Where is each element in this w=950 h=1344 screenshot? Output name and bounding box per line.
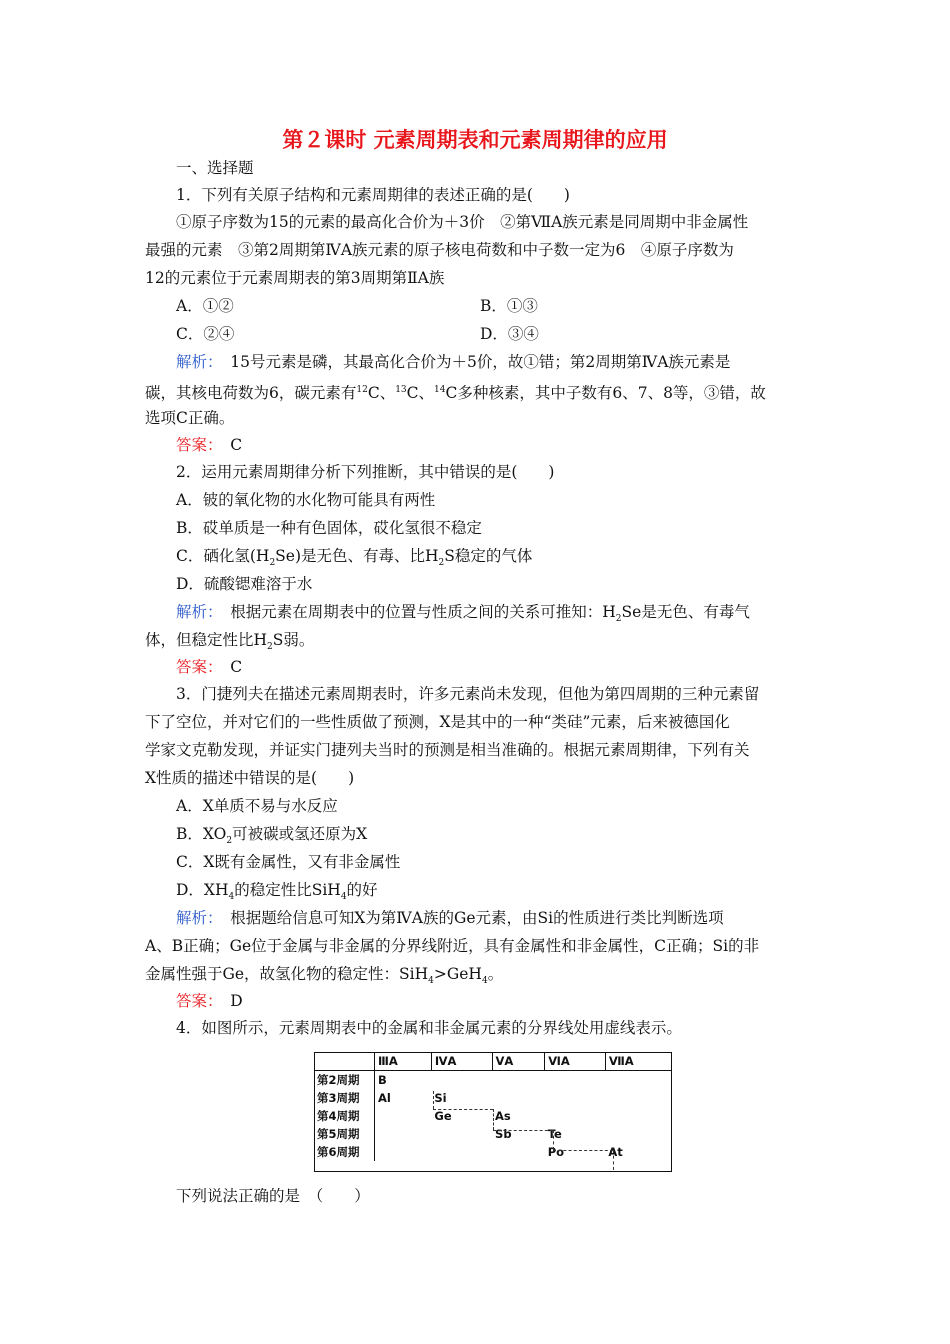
boundary-dash — [433, 1109, 493, 1110]
group-header: ⅢA — [375, 1052, 432, 1071]
element-cell — [431, 1071, 492, 1090]
corner-cell — [314, 1052, 375, 1071]
element-cell: Si — [434, 1091, 447, 1105]
element-cell: At — [608, 1145, 623, 1159]
period-label: 第3周期 — [314, 1089, 375, 1107]
period-label: 第6周期 — [314, 1143, 375, 1161]
q3-analysis-3: 金属性强于Ge，故氢化物的稳定性：SiH$_4$>GeH$_4$。 — [145, 965, 504, 987]
group-header: ⅦA — [605, 1052, 672, 1071]
boundary-dash — [493, 1130, 553, 1131]
q2-stem: 2．运用元素周期律分析下列推断，其中错误的是( ) — [176, 463, 555, 481]
q1-option-b: B．①③ — [480, 297, 538, 315]
period-label: 第5周期 — [314, 1125, 375, 1143]
periodic-table-excerpt — [314, 1052, 672, 1161]
q2-analysis-1: 解析： 根据元素在周期表中的位置与性质之间的关系可推知：$H_2Se$是无色、有毒气 — [176, 603, 750, 625]
q3-option-c: C．X既有金属性，又有非金属性 — [176, 853, 401, 871]
element-cell — [545, 1089, 606, 1107]
q3-line-3: 学家文克勒发现，并证实门捷列夫当时的预测是相当准确的。根据元素周期律，下列有关 — [145, 741, 750, 759]
q1-analysis-1: 解析： 15号元素是磷，其最高化合价为＋5价，故①错；第2周期第ⅣA族元素是 — [176, 353, 731, 371]
boundary-dash — [553, 1150, 613, 1151]
q3-analysis-1: 解析： 根据题给信息可知X为第ⅣA族的Ge元素，由Si的性质进行类比判断选项 — [176, 909, 724, 927]
element-cell — [545, 1107, 606, 1125]
q3-line-2: 下了空位，并对它们的一些性质做了预测，X是其中的一种“类硅”元素，后来被德国化 — [145, 713, 730, 731]
q2-analysis-2: 体，但稳定性比$H_2S$弱。 — [145, 631, 315, 653]
element-cell — [605, 1089, 672, 1107]
element-cell — [492, 1143, 545, 1161]
q2-option-d: D．硫酸锶难溶于水 — [176, 575, 313, 593]
q3-option-b: B．$XO_2$可被碳或氢还原为X — [176, 825, 368, 847]
group-header: ⅤA — [492, 1052, 545, 1071]
element-cell — [375, 1143, 432, 1161]
q1-analysis-3: 选项C正确。 — [145, 409, 235, 427]
element-cell — [431, 1143, 492, 1161]
element-cell — [545, 1071, 606, 1090]
element-cell — [375, 1107, 432, 1125]
q1-analysis-2: 碳，其核电荷数为6，碳元素有$^{12}$C、$^{13}$C、$^{14}$C多种核素，其中子数有6、7、8等，③错，故 — [145, 384, 766, 403]
element-cell: B — [378, 1073, 387, 1087]
element-cell: Te — [547, 1127, 562, 1141]
element-cell — [605, 1107, 672, 1125]
q1-option-d: D．③④ — [480, 325, 539, 343]
q1-line-3: 12的元素位于元素周期表的第3周期第ⅡA族 — [145, 269, 445, 287]
period-label: 第2周期 — [314, 1071, 375, 1090]
q1-line-1: ①原子序数为15的元素的最高化合价为＋3价 ②第ⅦA族元素是同周期中非金属性 — [176, 213, 749, 231]
analysis-label: 解析： — [176, 353, 215, 371]
q1-stem: 1．下列有关原子结构和元素周期律的表述正确的是( ) — [176, 186, 570, 204]
element-cell: As — [495, 1109, 511, 1123]
element-cell — [605, 1125, 672, 1143]
table-row — [314, 1089, 672, 1107]
table-row — [314, 1143, 672, 1161]
boundary-dash — [433, 1091, 434, 1109]
element-cell: Sb — [495, 1127, 512, 1141]
group-header: ⅣA — [431, 1052, 492, 1071]
q4-stem: 4．如图所示，元素周期表中的金属和非金属元素的分界线处用虚线表示。 — [176, 1019, 682, 1037]
q3-analysis-2: A、B正确；Ge位于金属与非金属的分界线附近，具有金属性和非金属性，C正确；Si的非 — [145, 937, 760, 955]
q3-line-4: X性质的描述中错误的是( ) — [145, 769, 355, 787]
boundary-dash — [613, 1150, 614, 1170]
table-row — [314, 1071, 672, 1090]
q2-option-c: C．硒化氢$(H_2Se)$是无色、有毒、比$H_2S$稳定的气体 — [176, 547, 533, 569]
element-cell: Ge — [434, 1109, 452, 1123]
q1-option-c: C．②④ — [176, 325, 235, 343]
element-cell — [492, 1089, 545, 1107]
q3-option-d: D．$XH_4$的稳定性比SiH$_4$的好 — [176, 881, 378, 903]
q3-option-a: A．X单质不易与水反应 — [176, 797, 338, 815]
element-cell — [492, 1071, 545, 1090]
q3-answer: 答案： D — [176, 992, 243, 1010]
q1-option-a: A．①② — [176, 297, 234, 315]
element-cell — [375, 1125, 432, 1143]
q2-answer: 答案： C — [176, 658, 243, 676]
q2-option-a: A．铍的氧化物的水化物可能具有两性 — [176, 491, 436, 509]
q2-option-b: B．砹单质是一种有色固体，砹化氢很不稳定 — [176, 519, 482, 537]
q4-tail: 下列说法正确的是 （ ） — [176, 1187, 370, 1205]
element-cell — [431, 1125, 492, 1143]
element-cell: Po — [547, 1145, 565, 1159]
q3-line-1: 3．门捷列夫在描述元素周期表时，许多元素尚未发现，但他为第四周期的三种元素留 — [176, 685, 760, 703]
section-heading: 一、选择题 — [176, 159, 254, 177]
q1-answer: 答案： C — [176, 436, 243, 454]
page-title: 第２课时 元素周期表和元素周期律的应用 — [282, 128, 668, 152]
group-header: ⅥA — [545, 1052, 606, 1071]
element-cell — [605, 1071, 672, 1090]
answer-label: 答案： — [176, 436, 215, 454]
q1-line-2: 最强的元素 ③第2周期第ⅣA族元素的原子核电荷数和中子数一定为6 ④原子序数为 — [145, 241, 734, 259]
boundary-dash — [493, 1109, 494, 1130]
element-cell: Al — [378, 1091, 391, 1105]
boundary-dash — [553, 1130, 554, 1150]
period-label: 第4周期 — [314, 1107, 375, 1125]
